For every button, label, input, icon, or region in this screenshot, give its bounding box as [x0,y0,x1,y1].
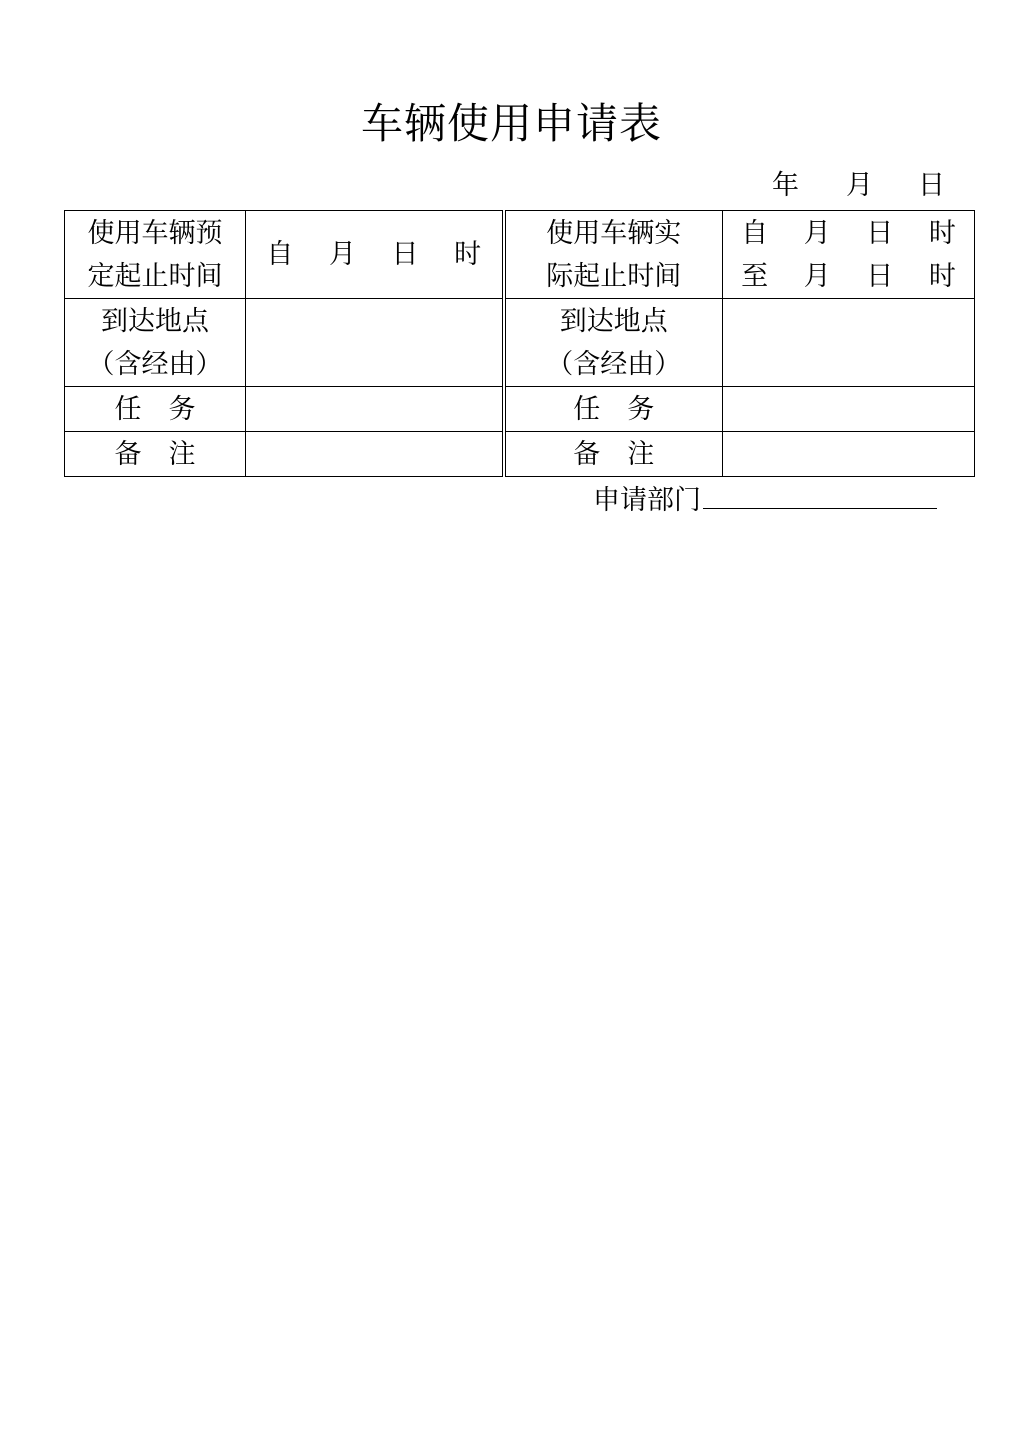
department-label: 申请部门 [593,485,701,516]
destination-label: 到达地点 （含经由） [65,299,246,387]
year-label: 年 [772,170,799,201]
table-row [65,211,975,299]
planned-time-field[interactable]: 自 月 日 时 [246,211,504,299]
date-line [768,168,958,204]
remarks-label: 备 注 [65,432,246,477]
actual-time-to: 至 月 日 时 [741,260,956,292]
remarks-field[interactable] [246,432,504,477]
destination-field-right[interactable] [723,299,975,387]
vehicle-request-table [64,210,975,477]
actual-time-from: 自 月 日 时 [741,217,956,249]
remarks-label-right: 备 注 [504,432,723,477]
table-row [65,387,975,432]
task-label-right: 任 务 [504,387,723,432]
destination-label-right: 到达地点 （含经由） [504,299,723,387]
remarks-field-right[interactable] [723,432,975,477]
destination-field[interactable] [246,299,504,387]
table-row [65,299,975,387]
month-label: 月 [846,170,873,201]
table-row [65,432,975,477]
department-line [593,480,937,520]
day-label: 日 [918,170,945,201]
department-blank[interactable] [703,480,937,509]
planned-time-label: 使用车辆预 定起止时间 [65,211,246,299]
task-field[interactable] [246,387,504,432]
actual-time-label: 使用车辆实 际起止时间 [504,211,723,299]
task-label: 任 务 [65,387,246,432]
task-field-right[interactable] [723,387,975,432]
form-title: 车辆使用申请表 [360,99,662,148]
actual-time-field[interactable] [723,211,975,299]
